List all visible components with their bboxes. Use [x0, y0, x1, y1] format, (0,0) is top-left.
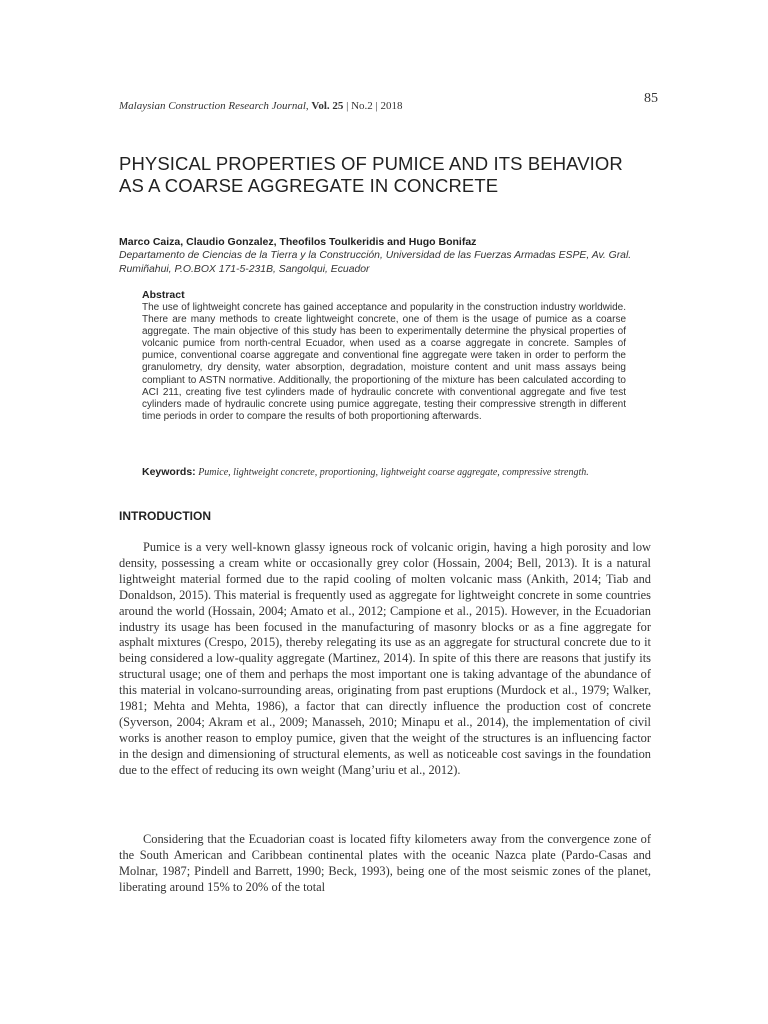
journal-volume: Vol. 25 [311, 100, 344, 112]
journal-comma: , [305, 100, 312, 112]
page-number: 85 [644, 91, 658, 106]
introduction-paragraph: Considering that the Ecuadorian coast is located fifty kilometers away from the convergence zone of the South American and Caribbean continental plates with the oceanic Nazca plate (Pardo-Casas and Molnar, 1987; Pindell and Barrett, 1990; Beck, 1993), being one of the most seismic zones of the planet, liberating around 15% to 20% of the total [119, 832, 651, 894]
keywords [142, 466, 626, 479]
keywords-text: Pumice, lightweight concrete, proportioning, lightweight coarse aggregate, compressive strength. [198, 467, 589, 478]
author-affiliation: Departamento de Ciencias de la Tierra y la Construcción, Universidad de las Fuerzas Armadas ESPE, Av. Gral. Rumiñahui, P.O.BOX 171-5-231B, Sangolqui, Ecuador [119, 250, 632, 275]
keywords-label: Keywords: [142, 466, 196, 478]
introduction-heading: INTRODUCTION [119, 509, 211, 523]
journal-name: Malaysian Construction Research Journal [119, 100, 306, 112]
abstract-text: The use of lightweight concrete has gained acceptance and popularity in the construction industry worldwide. There are many methods to create lightweight concrete, one of them is the usage of pumice as a coarse aggregate. The main objective of this study has been to experimentally determine the physical properties of volcanic pumice from north-central Ecuador, when used as a coarse aggregate in concrete. Samples of pumice, conventional coarse aggregate and conventional fine aggregate were taken in order to perform the granulometry, dry density, water absorption, degradation, moisture content and unit mass assays being compliant to ASTN normative. Additionally, the proportioning of the mixture has been calculated according to ACI 211, creating five test cylinders made of hydraulic concrete with conventional aggregate and five test cylinders made of hydraulic concrete using pumice aggregate, testing their compressive strength in different time periods in order to compare the results of both proportioning afterwards. [142, 302, 626, 422]
journal-header [119, 100, 403, 112]
paper-title: PHYSICAL PROPERTIES OF PUMICE AND ITS BEHAVIOR AS A COARSE AGGREGATE IN CONCRETE [119, 153, 623, 196]
author-list: Marco Caiza, Claudio Gonzalez, Theofilos Toulkeridis and Hugo Bonifaz [119, 236, 477, 248]
journal-issue-year: | No.2 | 2018 [346, 100, 403, 112]
introduction-paragraph: Pumice is a very well-known glassy igneous rock of volcanic origin, having a high porosity and low density, possessing a cream white or occasionally grey color (Hossain, 2004; Bell, 2013). It is a natural lightweight material formed due to the rapid cooling of molten volcanic mass (Ankith, 2014; Tiab and Donaldson, 2015). This material is frequently used as aggregate for lightweight concrete in some countries around the world (Hossain, 2004; Amato et al., 2012; Campione et al., 2015). However, in the Ecuadorian industry its usage has been focused in the manufacturing of masonry blocks or as a fine aggregate for asphalt mixtures (Crespo, 2015), thereby relegating its use as an aggregate for structural concrete due to it being considered a low-quality aggregate (Martinez, 2014). In spite of this there are reasons that justify its structural usage; one of them and perhaps the most important one is taking advantage of the abundance of this material in volcano-surrounding areas, originating from past eruptions (Murdock et al., 1979; Walker, 1981; Mehta and Mehta, 1986), a factor that can directly influence the production cost of concrete (Syverson, 2004; Akram et al., 2009; Manasseh, 2010; Minapu et al., 2014), the implementation of civil works is another reason to employ pumice, given that the weight of the structures is an influencing factor in the design and dimensioning of structural elements, as well as noticeable cost savings in the foundation due to the effect of reducing its own weight (Mang’uriu et al., 2012). [119, 540, 651, 777]
abstract-heading: Abstract [142, 289, 185, 301]
